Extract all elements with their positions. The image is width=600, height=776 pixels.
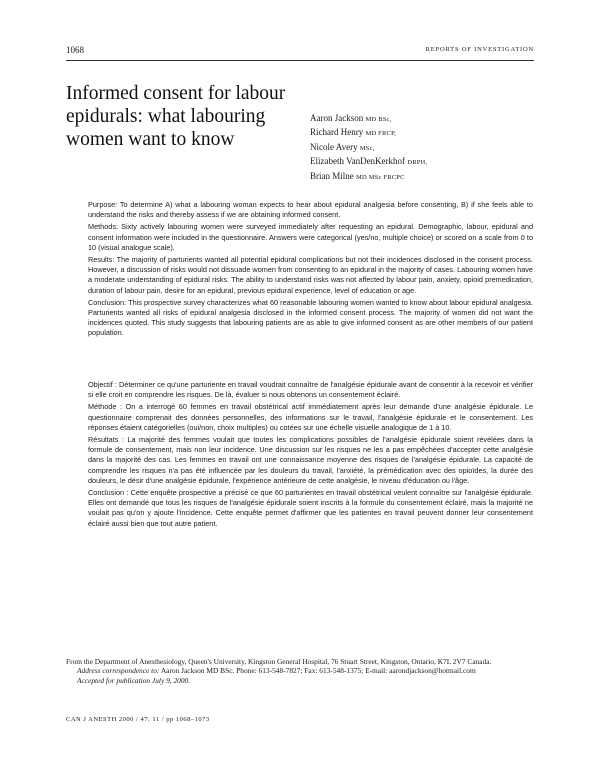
section-text: Déterminer ce qu'une parturiente en travail voudrait connaître de l'analgésie épidurale avant de consentir à la recevoir et vérifier si elle croit en comprendre les risques. De là, évaluer si nous obtenons un consentement éclairé. xyxy=(88,380,534,400)
abstract-methode xyxy=(88,402,533,433)
section-label: Résultats : xyxy=(88,435,124,445)
author xyxy=(310,112,540,126)
author-list xyxy=(310,112,540,184)
abstract-resultats xyxy=(88,435,533,486)
running-head: REPORTS OF INVESTIGATION xyxy=(425,46,534,53)
author xyxy=(310,170,540,184)
section-label: Results: xyxy=(88,255,115,265)
abstract-methods xyxy=(88,222,533,253)
page-number: 1068 xyxy=(66,45,84,55)
author xyxy=(310,155,540,169)
section-label: Conclusion: xyxy=(88,297,127,307)
section-text: Sixty actively labouring women were surveyed immediately after requesting an epidural. Demographic, labour, epidural and consent information were included in the questionnaire. Answers were categorical (yes/no, multiple choice) or scored on a scale from 0 to 10 (visual analogue scale). xyxy=(88,222,533,252)
section-text: To determine A) what a labouring woman expects to hear about epidural analgesia before consenting, B) if she feels able to understand the risks and thereby assess if we are obtaining informed consent. xyxy=(88,200,533,220)
section-text: The majority of parturients wanted all potential epidural complications but not their incidences disclosed in the consent process. However, a discussion of risks would not dissuade women from consenting to an epidural in the majority of cases. Labouring women have a moderate understanding of epidural risks. The ability to understand risks was not affected by labour pain, anxiety, opioid premedication, duration of labour pain, desire for an epidural, previous epidural experience, level of education or age. xyxy=(88,255,533,295)
header-rule xyxy=(66,60,534,61)
author-name: Elizabeth VanDenKerkhof xyxy=(310,156,406,167)
abstract-objectif xyxy=(88,380,533,400)
section-label: Purpose: xyxy=(88,200,118,209)
author-name: Richard Henry xyxy=(310,127,364,138)
section-label: Conclusion : xyxy=(88,488,129,498)
author xyxy=(310,141,540,155)
abstract-conclusion xyxy=(88,298,533,339)
correspondence xyxy=(66,666,536,675)
footnote-block xyxy=(66,657,536,685)
author-credentials: DRPH, xyxy=(407,159,428,167)
correspondence-text: Aaron Jackson MD BSc. Phone: 613-548-7827; Fax: 613-548-1375; E-mail: aarondjackson@hotmail.com xyxy=(160,666,476,676)
section-text: Cette enquête prospective a précisé ce que 60 parturientes en travail obstétrical veulent connaître sur l'analgésie épidurale. Elles ont demandé que tous les risques de l'analgésie épidurale soient inscrits à la formule du consentement éclairé, mais la majorité ne voulait pas qu'on y ajoute l'incidence. Cette enquête permet d'affirmer que les patientes en travail peuvent donner leur consentement éclairé aussi bien que tout autre patient. xyxy=(88,488,533,528)
author-credentials: MD MSc FRCPC xyxy=(356,173,405,181)
author-name: Aaron Jackson xyxy=(310,113,364,123)
author-name: Brian Milne xyxy=(310,170,354,181)
abstract-french xyxy=(88,380,533,531)
section-text: La majorité des femmes voulait que toutes les complications possibles de l'analgésie épidurale soient révélées dans la formule de consentement, mais non leur incidence. Une discussion sur les risques ne les a pas empêchées d'accepter cette analgésie dans la majorité des cas. Les femmes en travail ont une connaissance moyenne des risques de l'analgésie épidurale. La capacité de comprendre les risques n'a pas été influencée par les douleurs du travail, l'anxiété, la prémédication avec des opioïdes, la durée des douleurs, le désir d'une analgésie épidurale, l'expérience antérieure de cette analgésie, le niveau d'éducation ou l'âge. xyxy=(88,435,533,485)
article-title: Informed consent for labour epidurals: what labouring women want to know xyxy=(66,83,286,150)
accepted-date: Accepted for publication July 9, 2000. xyxy=(77,675,191,685)
author-credentials: MD FRCP, xyxy=(365,130,396,138)
affiliation: From the Department of Anesthesiology, Queen's University, Kingston General Hospital, 76 Stuart Street, Kingston, Ontario, K7L 2V7 Canada. xyxy=(66,657,492,666)
section-label: Objectif : xyxy=(88,380,117,389)
correspondence-label: Address correspondence to: xyxy=(77,666,160,676)
abstract-purpose xyxy=(88,200,533,220)
author-credentials: MSc, xyxy=(359,144,375,152)
abstract-results xyxy=(88,255,533,296)
section-text: This prospective survey characterizes what 60 reasonable labouring women wanted to know about labour epidural analgesia. Parturients wanted all risks of epidural analgesia disclosed in the informed consent process. The majority of women did not want the incidences quoted. This study suggests that labouring patients are as able to give informed consent as are other members of our patient population. xyxy=(88,297,534,338)
section-label: Méthode : xyxy=(88,402,122,412)
section-text: On a interrogé 60 femmes en travail obstétrical actif immédiatement après leur demande d'une analgésie épidurale. Le questionnaire comprenait des données personnelles, des informations sur le travail, l'analgésie épidurale et le consentement. Les réponses étaient catégorielles (oui/non, choix multiples) ou cotées sur une échelle visuelle analogique de 1 à 10. xyxy=(88,402,534,432)
abstract-english xyxy=(88,200,533,341)
abstract-conclusion-fr xyxy=(88,488,533,529)
journal-citation: CAN J ANESTH 2000 / 47: 11 / pp 1068–1073 xyxy=(66,716,210,723)
author-credentials: MD BSc, xyxy=(365,116,392,123)
author-name: Nicole Avery xyxy=(310,141,358,152)
section-label: Methods: xyxy=(88,222,119,232)
author xyxy=(310,126,540,140)
